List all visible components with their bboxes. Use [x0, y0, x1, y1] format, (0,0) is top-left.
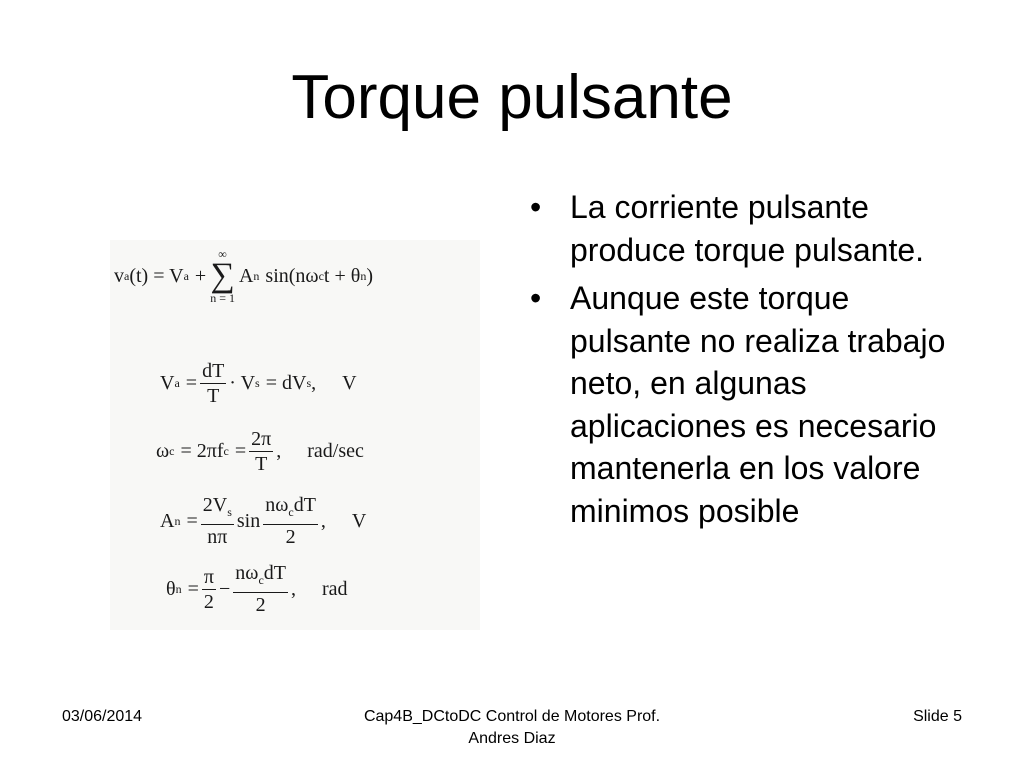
eq4-unit: V — [351, 509, 367, 532]
eq5-unit: rad — [321, 577, 348, 600]
eq4-num1-sub: s — [227, 505, 232, 519]
eq4-sin: sin — [236, 509, 261, 532]
eq3-lhs-sub: c — [169, 444, 175, 458]
sum-bottom: n = 1 — [210, 291, 235, 305]
eq5-den2: 2 — [255, 594, 266, 616]
eq1-term-sub: n — [253, 268, 260, 283]
eq1-plus: + — [194, 264, 207, 287]
eq4-lhs-sub: n — [174, 513, 181, 528]
eq5-comma: , — [290, 577, 296, 600]
eq4-den2: 2 — [285, 526, 296, 548]
eq1-tail: t + θ — [323, 264, 361, 287]
bullet-list — [530, 186, 970, 538]
eq5-num2-sub: c — [258, 573, 264, 587]
eq5-num2-tail: dT — [263, 562, 286, 584]
eq4-fraction-2 — [263, 494, 318, 548]
eq5-eq: = — [187, 577, 199, 600]
eq4-fraction-1 — [201, 494, 234, 548]
eq4-num2-tail: dT — [293, 494, 316, 516]
bullet-text-1: La corriente pulsante produce torque pulsante. — [570, 189, 925, 268]
eq3-eq: = 2πf — [180, 440, 224, 462]
eq4-den1: nπ — [207, 526, 228, 548]
eq5-fraction-2 — [233, 562, 288, 616]
equation-Va — [160, 360, 357, 407]
eq1-lhs-arg: (t) = V — [129, 264, 184, 287]
eq3-comma: , — [276, 440, 282, 462]
eq2-unit: V — [342, 372, 357, 394]
equations-image — [110, 240, 480, 630]
eq1-sin: sin(nω — [265, 264, 319, 287]
bullet-item-1 — [530, 186, 970, 271]
eq2-lhs-sub: a — [174, 376, 180, 390]
eq3-fraction — [249, 428, 273, 475]
sum-top: ∞ — [218, 247, 227, 261]
eq2-eq: = — [185, 372, 198, 394]
eq1-close: ) — [366, 264, 374, 287]
eq5-num1: π — [203, 565, 214, 588]
eq5-lhs-sub: n — [175, 581, 182, 596]
equation-va — [114, 248, 373, 304]
eq2-den: T — [207, 385, 220, 407]
eq4-lhs: A — [160, 509, 175, 532]
sigma-icon: ∑ — [210, 257, 235, 294]
eq3-unit: rad/sec — [307, 440, 364, 462]
eq1-lhs-sub: a — [124, 268, 130, 283]
eq1-lhs: v — [114, 264, 124, 287]
eq1-c-sub: c — [318, 268, 324, 283]
sum-symbol — [210, 248, 235, 304]
eq4-num2-sub: c — [288, 505, 294, 519]
eq2-mid-sub: s — [255, 376, 260, 390]
eq4-eq: = — [186, 509, 198, 532]
eq2-rest-sub: s — [306, 376, 312, 390]
eq2-lhs: V — [160, 372, 175, 394]
eq2-rest: = dV — [265, 372, 307, 394]
eq4-comma: , — [320, 509, 326, 532]
equation-theta-n — [166, 562, 348, 616]
eq1-term: A — [238, 264, 254, 287]
eq2-num: dT — [202, 360, 225, 382]
footer-date: 03/06/2014 — [62, 708, 143, 725]
eq2-mid: · V — [229, 372, 256, 394]
eq3-lhs: ω — [156, 440, 170, 462]
slide-title: Torque pulsante — [291, 63, 733, 132]
eq5-minus: − — [218, 577, 231, 600]
bullet-text-2: Aunque este torque pulsante no realiza trabajo neto, en algunas aplicaciones es necesario mantenerla en los valore minimos posible — [570, 280, 946, 529]
bullet-dot-icon: • — [530, 280, 542, 316]
eq4-num1: 2V — [202, 494, 228, 516]
footer-course: Cap4B_DCtoDC Control de Motores Prof. Andres Diaz — [363, 708, 661, 747]
bullet-item-2 — [530, 277, 970, 532]
eq5-num2: nω — [235, 562, 259, 584]
eq1-va-sub: a — [183, 268, 189, 283]
eq4-num2: nω — [265, 494, 289, 516]
eq2-comma: , — [311, 372, 317, 394]
eq5-lhs: θ — [166, 577, 176, 600]
eq2-fraction — [200, 360, 226, 407]
eq5-den1: 2 — [203, 590, 214, 613]
equation-omega-c — [156, 428, 364, 475]
eq3-f-sub: c — [223, 444, 229, 458]
equation-An — [160, 494, 366, 548]
eq3-num: 2π — [251, 428, 272, 450]
bullet-dot-icon: • — [530, 189, 542, 225]
eq3-den: T — [255, 453, 268, 475]
eq5-fraction-1 — [202, 566, 216, 613]
eq1-theta-sub: n — [360, 268, 367, 283]
eq3-eq2: = — [234, 440, 247, 462]
footer-slide-number: Slide 5 — [913, 708, 962, 725]
